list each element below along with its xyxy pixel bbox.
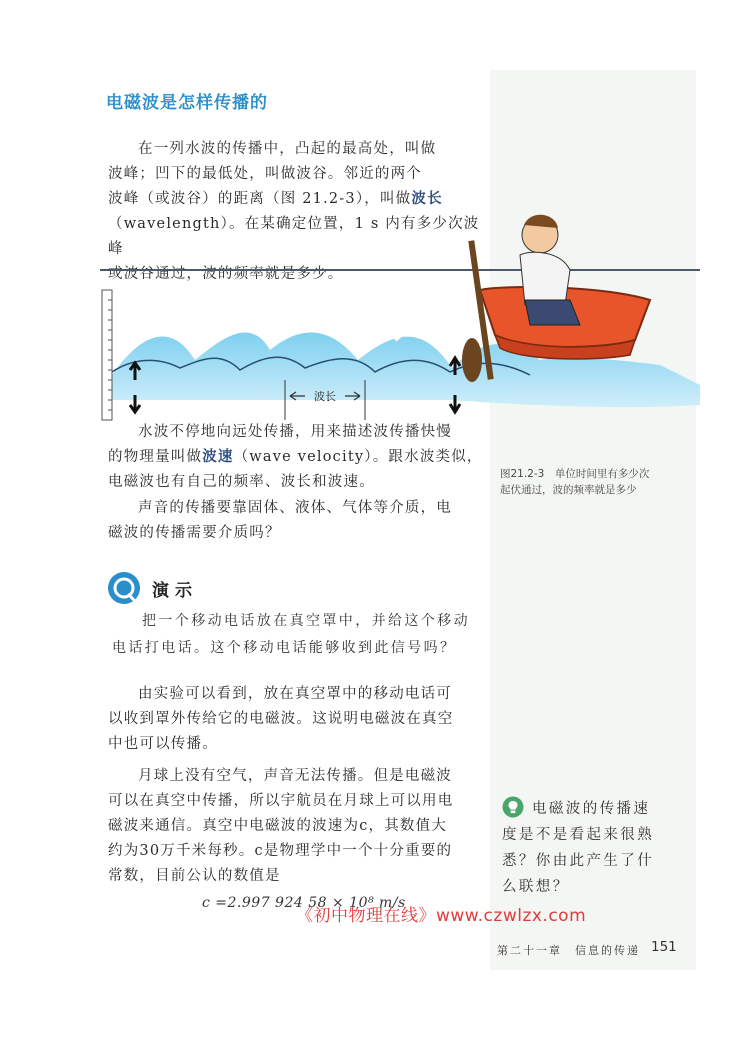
moon-line-4: 约为30万千米每秒。c是物理学中一个十分重要的: [108, 843, 453, 859]
medium-paragraph: [108, 496, 488, 546]
medium-line-2: 磁波的传播需要介质吗？: [108, 525, 281, 541]
wavelength-label: 波长: [314, 390, 336, 403]
term-wave-velocity: 波速: [202, 449, 234, 465]
intro-line-3: 波峰（或波谷）的距离（图 21.2-3），叫做波长: [108, 191, 443, 207]
think-line-3: 悉？你由此产生了什: [502, 853, 655, 869]
watermark: 《初中物理在线》www.czwlzx.com: [296, 906, 587, 926]
experiment-line-1: 由实验可以看到，放在真空罩中的移动电话可: [138, 686, 452, 702]
figure-caption: [500, 466, 690, 498]
rower-body: [520, 252, 570, 305]
intro-line-4: （wavelength）。在某确定位置，1 s 内有多少次波峰: [108, 216, 480, 257]
page-number: 151: [651, 939, 677, 955]
moon-line-1: 月球上没有空气，声音无法传播。但是电磁波: [138, 768, 452, 784]
chapter-footer: 第二十一章 信息的传递: [497, 944, 640, 957]
think-box: [502, 796, 682, 900]
demo-icon: [107, 571, 141, 605]
demo-line-1: 把一个移动电话放在真空罩中，并给这个移动: [142, 613, 470, 629]
velocity-line-1: 水波不停地向远处传播，用来描述波传播快慢: [138, 424, 452, 440]
speed-of-light-formula: c =2.997 924 58 × 10⁸ m/s: [202, 895, 406, 911]
think-line-4: 么联想？: [502, 879, 570, 895]
intro-line-1: 在一列水波的传播中，凸起的最高处，叫做: [138, 141, 437, 157]
moon-paragraph: [108, 764, 488, 889]
term-wavelength: 波长: [411, 191, 443, 207]
lightbulb-icon: [502, 796, 524, 818]
think-line-1: 电磁波的传播速: [502, 796, 682, 822]
medium-line-1: 声音的传播要靠固体、液体、气体等介质，电: [138, 500, 452, 516]
caption-line-1: 图21.2-3 单位时间里有多少次: [500, 468, 650, 480]
demo-title: 演示: [152, 581, 198, 601]
intro-line-2: 波峰；凹下的最低处，叫做波谷。邻近的两个: [108, 166, 422, 182]
experiment-paragraph: [108, 682, 488, 757]
demo-line-2: 电话打电话。这个移动电话能够收到此信号吗？: [112, 640, 457, 656]
velocity-line-3: 电磁波也有自己的频率、波长和波速。: [108, 474, 375, 490]
velocity-line-2: 的物理量叫做波速（wave velocity）。跟水波类似，: [108, 449, 483, 465]
intro-line-5: 或波谷通过，波的频率就是多少。: [108, 266, 344, 282]
moon-line-2: 可以在真空中传播，所以宇航员在月球上可以用电: [108, 793, 454, 809]
caption-line-2: 起伏通过，波的频率就是多少: [500, 484, 637, 496]
section-title: 电磁波是怎样传播的: [106, 93, 268, 113]
velocity-paragraph: [108, 420, 488, 495]
experiment-line-3: 中也可以传播。: [108, 736, 218, 752]
moon-line-5: 常数，目前公认的数值是: [108, 868, 281, 884]
think-line-2: 度是不是看起来很熟: [502, 827, 655, 843]
moon-line-3: 磁波来通信。真空中电磁波的波速为c，其数值大: [108, 818, 448, 834]
demo-text: [112, 608, 484, 662]
experiment-line-2: 以收到罩外传给它的电磁波。这说明电磁波在真空: [108, 711, 454, 727]
wave-illustration: [100, 200, 700, 425]
